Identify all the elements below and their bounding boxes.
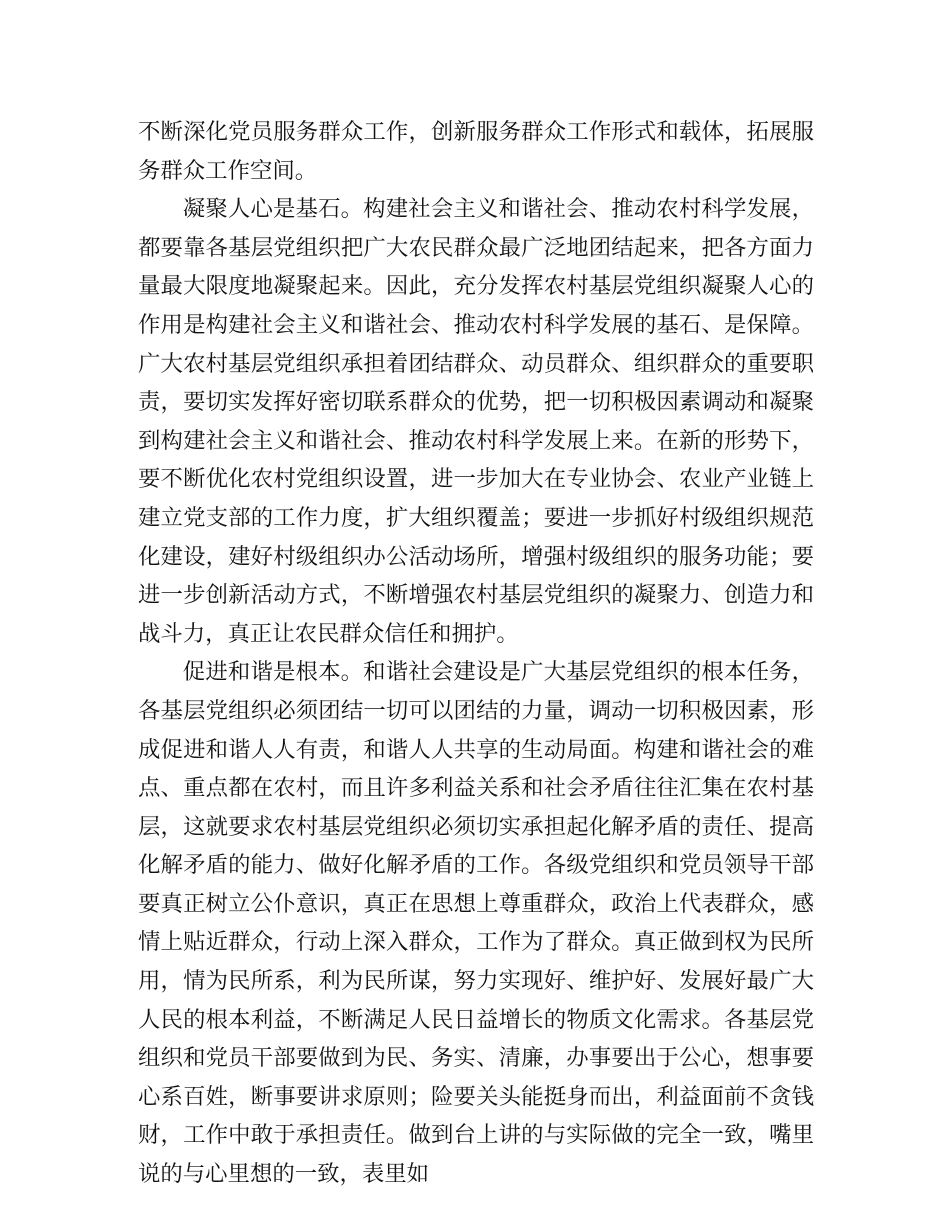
document-page — [138, 113, 814, 1194]
paragraph-1: 不断深化党员服务群众工作，创新服务群众工作形式和载体，拓展服务群众工作空间。 — [138, 119, 814, 184]
paragraph-3: 促进和谐是根本。和谐社会建设是广大基层党组织的根本任务，各基层党组织必须团结一切可以团结的力量，调动一切积极因素，形成促进和谐人人有责，和谐人人共享的生动局面。构建和谐社会的难点、重点都在农村，而且许多利益关系和社会矛盾往往汇集在农村基层，这就要求农村基层党组织必须切实承担起化解矛盾的责任、提高化解矛盾的能力、做好化解矛盾的工作。各级党组织和党员领导干部要真正树立公仆意识，真正在思想上尊重群众，政治上代表群众，感情上贴近群众，行动上深入群众，工作为了群众。真正做到权为民所用，情为民所系，利为民所谋，努力实现好、维护好、发展好最广大人民的根本利益，不断满足人民日益增长的物质文化需求。各基层党组织和党员干部要做到为民、务实、清廉，办事要出于公心，想事要心系百姓，断事要讲求原则；险要关头能挺身而出，利益面前不贪钱财，工作中敢于承担责任。做到台上讲的与实际做的完全一致，嘴里说的与心里想的一致，表里如 — [138, 659, 814, 1188]
paragraph-2: 凝聚人心是基石。构建社会主义和谐社会、推动农村科学发展，都要靠各基层党组织把广大农民群众最广泛地团结起来，把各方面力量最大限度地凝聚起来。因此，充分发挥农村基层党组织凝聚人心的作用是构建社会主义和谐社会、推动农村科学发展的基石、是保障。广大农村基层党组织承担着团结群众、动员群众、组织群众的重要职责，要切实发挥好密切联系群众的优势，把一切积极因素调动和凝聚到构建社会主义和谐社会、推动农村科学发展上来。在新的形势下，要不断优化农村党组织设置，进一步加大在专业协会、农业产业链上建立党支部的工作力度，扩大组织覆盖；要进一步抓好村级组织规范化建设，建好村级组织办公活动场所，增强村级组织的服务功能；要进一步创新活动方式，不断增强农村基层党组织的凝聚力、创造力和战斗力，真正让农民群众信任和拥护。 — [138, 196, 814, 647]
